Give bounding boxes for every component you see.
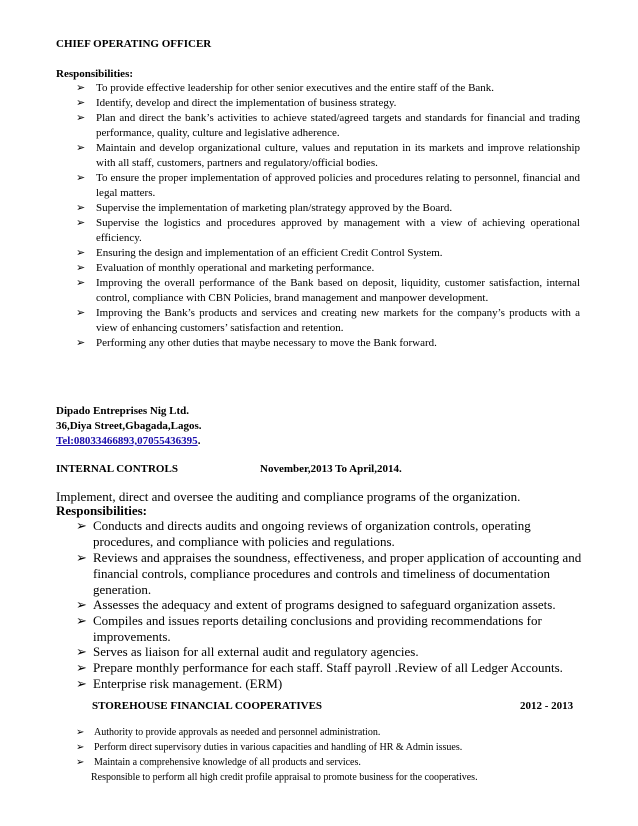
list-item: ➢ Assesses the adequacy and extent of programs designed to safeguard organization assets.	[76, 597, 556, 612]
list-item: ➢ Identify, develop and direct the implementation of business strategy.	[76, 97, 397, 109]
list-item: ➢ Enterprise risk management. (ERM)	[76, 676, 283, 691]
list-item: ➢ Conducts and directs audits and ongoing reviews of organization controls, operating procedures, and compliance with policies and regulations.	[76, 518, 531, 549]
arrow-bullet-icon: ➢	[76, 742, 85, 753]
arrow-bullet-icon: ➢	[76, 550, 87, 565]
arrow-bullet-icon: ➢	[76, 307, 86, 319]
phone-link[interactable]: Tel:08033466893,07055436395	[56, 435, 198, 447]
section-dates: November,2013 To April,2014.	[260, 463, 402, 475]
employer-phone-line: Tel:08033466893,07055436395.	[56, 435, 201, 447]
list-item: ➢ Performing any other duties that maybe necessary to move the Bank forward.	[76, 337, 437, 349]
list-item: ➢ Maintain and develop organizational culture, values and reputation in its markets and improve relationship with all staff, customers, partners and regulatory/official bodies.	[76, 142, 580, 169]
arrow-bullet-icon: ➢	[76, 676, 87, 691]
storehouse-list	[76, 726, 596, 771]
list-item: ➢ Evaluation of monthly operational and marketing performance.	[76, 262, 375, 274]
arrow-bullet-icon: ➢	[76, 172, 86, 184]
list-item: ➢ Perform direct supervisory duties in various capacities and handling of HR & Admin issues.	[76, 742, 463, 753]
arrow-bullet-icon: ➢	[76, 644, 87, 659]
arrow-bullet-icon: ➢	[76, 660, 87, 675]
list-item: ➢ Supervise the logistics and procedures approved by management with a view of achieving operational efficiency.	[76, 217, 580, 244]
arrow-bullet-icon: ➢	[76, 112, 86, 124]
section-title-storehouse: STOREHOUSE FINANCIAL COOPERATIVES	[92, 700, 323, 712]
list-item: ➢ To provide effective leadership for other senior executives and the entire staff of the Bank.	[76, 82, 495, 94]
section-title-coo: CHIEF OPERATING OFFICER	[56, 38, 212, 50]
list-item: ➢ Prepare monthly performance for each staff. Staff payroll .Review of all Ledger Accounts.	[76, 660, 563, 675]
list-item: ➢ Supervise the implementation of marketing plan/strategy approved by the Board.	[76, 202, 453, 214]
arrow-bullet-icon: ➢	[76, 82, 86, 94]
list-item: ➢ Plan and direct the bank’s activities to achieve stated/agreed targets and standards for financial and trading performance, quality, culture and legislative adherence.	[76, 112, 580, 139]
employer-name: Dipado Entreprises Nig Ltd.	[56, 405, 190, 417]
list-item: ➢ Authority to provide approvals as needed and personnel administration.	[76, 727, 381, 738]
arrow-bullet-icon: ➢	[76, 97, 86, 109]
arrow-bullet-icon: ➢	[76, 277, 86, 289]
list-item: ➢ Ensuring the design and implementation of an efficient Credit Control System.	[76, 247, 443, 259]
closing-line: Responsible to perform all high credit profile appraisal to promote business for the cooperatives.	[91, 772, 478, 783]
arrow-bullet-icon: ➢	[76, 613, 87, 628]
list-item: ➢ Improving the Bank’s products and services and creating new markets for the company’s products with a view of enhancing customers’ satisfaction and retention.	[76, 307, 580, 334]
list-item: ➢ Compiles and issues reports detailing conclusions and providing recommendations for improvements.	[76, 613, 542, 644]
arrow-bullet-icon: ➢	[76, 202, 86, 214]
arrow-bullet-icon: ➢	[76, 757, 85, 768]
list-item: ➢ Improving the overall performance of the Bank based on deposit, liquidity, customer satisfaction, internal control, compliance with CBN Policies, brand management and manpower development.	[76, 277, 580, 304]
arrow-bullet-icon: ➢	[76, 727, 85, 738]
section-title-internal-controls: INTERNAL CONTROLS	[56, 463, 178, 475]
arrow-bullet-icon: ➢	[76, 217, 86, 229]
internal-controls-list	[76, 518, 584, 692]
list-item: ➢ Reviews and appraises the soundness, effectiveness, and proper application of accounting and financial controls, compliance procedures and controls and timeliness of documentation generation.	[76, 550, 582, 597]
arrow-bullet-icon: ➢	[76, 247, 86, 259]
section-dates: 2012 - 2013	[520, 700, 574, 712]
employer-address: 36,Diya Street,Gbagada,Lagos.	[56, 420, 202, 432]
arrow-bullet-icon: ➢	[76, 262, 86, 274]
arrow-bullet-icon: ➢	[76, 142, 86, 154]
arrow-bullet-icon: ➢	[76, 337, 86, 349]
list-item: ➢ To ensure the proper implementation of approved policies and procedures relating to personnel, financial and legal matters.	[76, 172, 580, 199]
responsibilities-label: Responsibilities:	[56, 503, 148, 518]
coo-responsibility-list	[76, 81, 580, 351]
responsibilities-label: Responsibilities:	[56, 68, 134, 80]
arrow-bullet-icon: ➢	[76, 518, 87, 533]
arrow-bullet-icon: ➢	[76, 597, 87, 612]
section-intro: Implement, direct and oversee the auditing and compliance programs of the organization.	[56, 489, 521, 504]
list-item: ➢ Maintain a comprehensive knowledge of all products and services.	[76, 757, 361, 768]
list-item: ➢ Serves as liaison for all external audit and regulatory agencies.	[76, 644, 419, 659]
